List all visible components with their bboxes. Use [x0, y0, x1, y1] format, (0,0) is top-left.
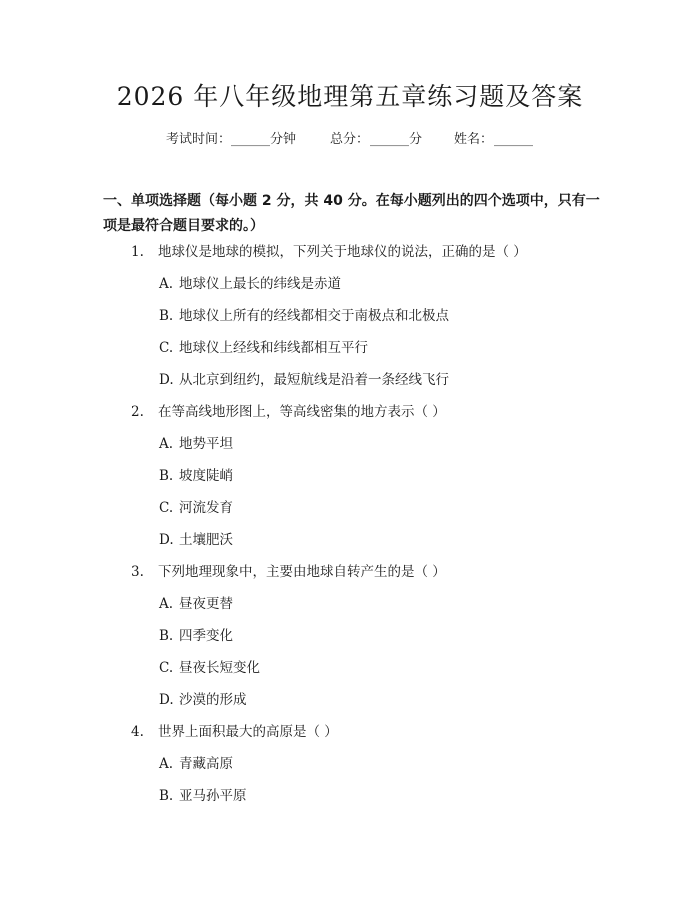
option-letter: B.	[159, 628, 174, 644]
time-blank: ______分钟	[231, 132, 297, 147]
question-2-option-d	[159, 531, 599, 549]
option-letter: B.	[159, 468, 174, 484]
question-2	[131, 403, 611, 421]
question-number: 3.	[131, 564, 144, 580]
option-text: 青藏高原	[179, 756, 233, 772]
question-text: 在等高线地形图上，等高线密集的地方表示（ ）	[158, 404, 446, 420]
question-3-option-b	[159, 627, 599, 645]
question-number: 4.	[131, 724, 144, 740]
name-blank: ______	[494, 132, 533, 147]
question-1	[131, 243, 611, 261]
option-text: 沙漠的形成	[179, 692, 247, 708]
option-text: 坡度陡峭	[179, 468, 233, 484]
option-text: 地势平坦	[179, 436, 233, 452]
option-text: 昼夜长短变化	[179, 660, 260, 676]
option-letter: A.	[159, 596, 174, 612]
question-1-option-a	[159, 275, 599, 293]
option-letter: C.	[159, 660, 174, 676]
question-4-option-b	[159, 787, 599, 805]
option-letter: D.	[159, 372, 174, 388]
question-1-option-b	[159, 307, 599, 325]
question-1-option-d	[159, 371, 599, 389]
question-3-option-d	[159, 691, 599, 709]
option-letter: D.	[159, 532, 174, 548]
question-4-option-a	[159, 755, 599, 773]
option-text: 地球仪上经线和纬线都相互平行	[179, 340, 368, 356]
option-letter: A.	[159, 436, 174, 452]
option-letter: C.	[159, 340, 174, 356]
option-letter: D.	[159, 692, 174, 708]
option-text: 河流发育	[179, 500, 233, 516]
option-text: 昼夜更替	[179, 596, 233, 612]
option-text: 亚马孙平原	[179, 788, 247, 804]
question-text: 世界上面积最大的高原是（ ）	[158, 724, 338, 740]
score-label: 总分：	[330, 132, 370, 147]
section-heading: 一、单项选择题（每小题 2 分，共 40 分。在每小题列出的四个选项中，只有一项是最符合题目要求的。）	[103, 193, 600, 234]
option-letter: B.	[159, 788, 174, 804]
page-title: 2026 年八年级地理第五章练习题及答案	[116, 82, 584, 111]
question-number: 2.	[131, 404, 144, 420]
question-3-option-c	[159, 659, 599, 677]
question-text: 下列地理现象中，主要由地球自转产生的是（ ）	[158, 564, 446, 580]
name-label: 姓名：	[454, 132, 494, 147]
question-3-option-a	[159, 595, 599, 613]
option-text: 从北京到纽约，最短航线是沿着一条经线飞行	[179, 372, 449, 388]
option-letter: C.	[159, 500, 174, 516]
question-number: 1.	[131, 244, 144, 260]
score-blank: ______分	[370, 132, 423, 147]
option-letter: A.	[159, 756, 174, 772]
question-2-option-a	[159, 435, 599, 453]
question-4	[131, 723, 611, 741]
option-text: 地球仪上所有的经线都相交于南极点和北极点	[179, 308, 449, 324]
question-3	[131, 563, 611, 581]
option-letter: B.	[159, 308, 174, 324]
question-text: 地球仪是地球的模拟，下列关于地球仪的说法，正确的是（ ）	[158, 244, 527, 260]
option-text: 四季变化	[179, 628, 233, 644]
option-letter: A.	[159, 276, 174, 292]
question-2-option-c	[159, 499, 599, 517]
time-label: 考试时间：	[166, 132, 232, 147]
question-2-option-b	[159, 467, 599, 485]
option-text: 土壤肥沃	[179, 532, 233, 548]
question-1-option-c	[159, 339, 599, 357]
option-text: 地球仪上最长的纬线是赤道	[179, 276, 341, 292]
